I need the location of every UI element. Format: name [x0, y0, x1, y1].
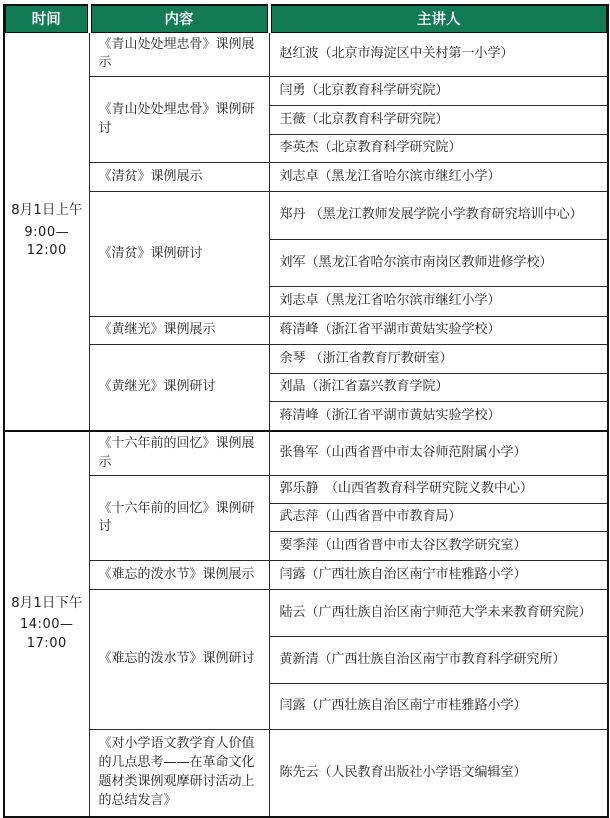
table-row	[4, 317, 608, 345]
lesson-cell: 《清贫》课例展示	[89, 163, 269, 192]
speaker-cell: 蒋清峰（浙江省平湖市黄姑实验学校）	[269, 402, 608, 431]
speaker-cell: 郑丹 （黑龙江教师发展学院小学教育研究培训中心）	[269, 192, 608, 240]
lesson-cell: 《黄继光》课例展示	[89, 317, 269, 345]
time-date: 8月1日上午	[11, 201, 83, 218]
lesson-cell: 《难忘的泼水节》课例展示	[89, 561, 269, 590]
lesson-cell: 《清贫》课例研讨	[89, 192, 269, 317]
speaker-cell: 刘晶（浙江省嘉兴教育学院）	[269, 374, 608, 402]
speaker-cell: 闫勇（北京教育科学研究院）	[269, 77, 608, 106]
speaker-cell: 郭乐静 （山西省教育科学研究院义教中心）	[269, 476, 608, 504]
table-row	[4, 192, 608, 240]
speaker-cell: 陆云（广西壮族自治区南宁师范大学未来教育研究院）	[269, 590, 608, 637]
table-row	[4, 476, 608, 504]
time-hours: 14:00—17:00	[20, 617, 74, 652]
speaker-cell: 张鲁军（山西省晋中市太谷师范附属小学）	[269, 431, 608, 476]
speaker-cell: 王薇（北京教育科学研究院）	[269, 106, 608, 135]
lesson-cell: 《对小学语文教学育人价值的几点思考——在革命文化题材类课例观摩研讨活动上的总结发言》	[89, 730, 269, 817]
speaker-cell: 陈先云（人民教育出版社小学语文编辑室）	[269, 730, 608, 817]
lesson-cell: 《青山处处埋忠骨》课例展示	[89, 32, 269, 77]
speaker-cell: 蒋清峰（浙江省平湖市黄姑实验学校）	[269, 317, 608, 345]
speaker-cell: 余琴 （浙江省教育厅教研室）	[269, 345, 608, 374]
speaker-cell: 要季萍（山西省晋中市太谷区教学研究室）	[269, 532, 608, 561]
table-row	[4, 345, 608, 374]
lesson-cell: 《难忘的泼水节》课例研讨	[89, 590, 269, 730]
table-row	[4, 590, 608, 637]
speaker-cell: 刘志卓（黑龙江省哈尔滨市继红小学）	[269, 163, 608, 192]
table-row	[4, 163, 608, 192]
table-row	[4, 561, 608, 590]
header-row	[4, 5, 608, 32]
lesson-cell: 《黄继光》课例研讨	[89, 345, 269, 431]
speaker-cell: 李英杰（北京教育科学研究院）	[269, 135, 608, 163]
speaker-cell: 武志萍（山西省晋中市教育局）	[269, 504, 608, 532]
speaker-cell: 赵红波（北京市海淀区中关村第一小学）	[269, 32, 608, 77]
time-cell-afternoon	[4, 431, 89, 817]
time-hours: 9:00—12:00	[24, 224, 70, 259]
time-cell-morning	[4, 32, 89, 431]
header-time: 时间	[4, 5, 89, 32]
table-row	[4, 77, 608, 106]
lesson-cell: 《青山处处埋忠骨》课例研讨	[89, 77, 269, 163]
lesson-cell: 《十六年前的回忆》课例研讨	[89, 476, 269, 561]
header-speaker: 主讲人	[269, 5, 608, 32]
table-row	[4, 32, 608, 77]
header-content: 内容	[89, 5, 269, 32]
speaker-cell: 刘志卓（黑龙江省哈尔滨市继红小学）	[269, 287, 608, 317]
speaker-cell: 刘军（黑龙江省哈尔滨市南岗区教师进修学校）	[269, 240, 608, 287]
time-date: 8月1日下午	[11, 594, 83, 611]
schedule-table	[3, 4, 609, 818]
lesson-cell: 《十六年前的回忆》课例展示	[89, 431, 269, 476]
speaker-cell: 闫露（广西壮族自治区南宁市桂雅路小学）	[269, 684, 608, 730]
speaker-cell: 闫露（广西壮族自治区南宁市桂雅路小学）	[269, 561, 608, 590]
table-row	[4, 431, 608, 476]
speaker-cell: 黄新清（广西壮族自治区南宁市教育科学研究所）	[269, 637, 608, 684]
table-row	[4, 730, 608, 817]
